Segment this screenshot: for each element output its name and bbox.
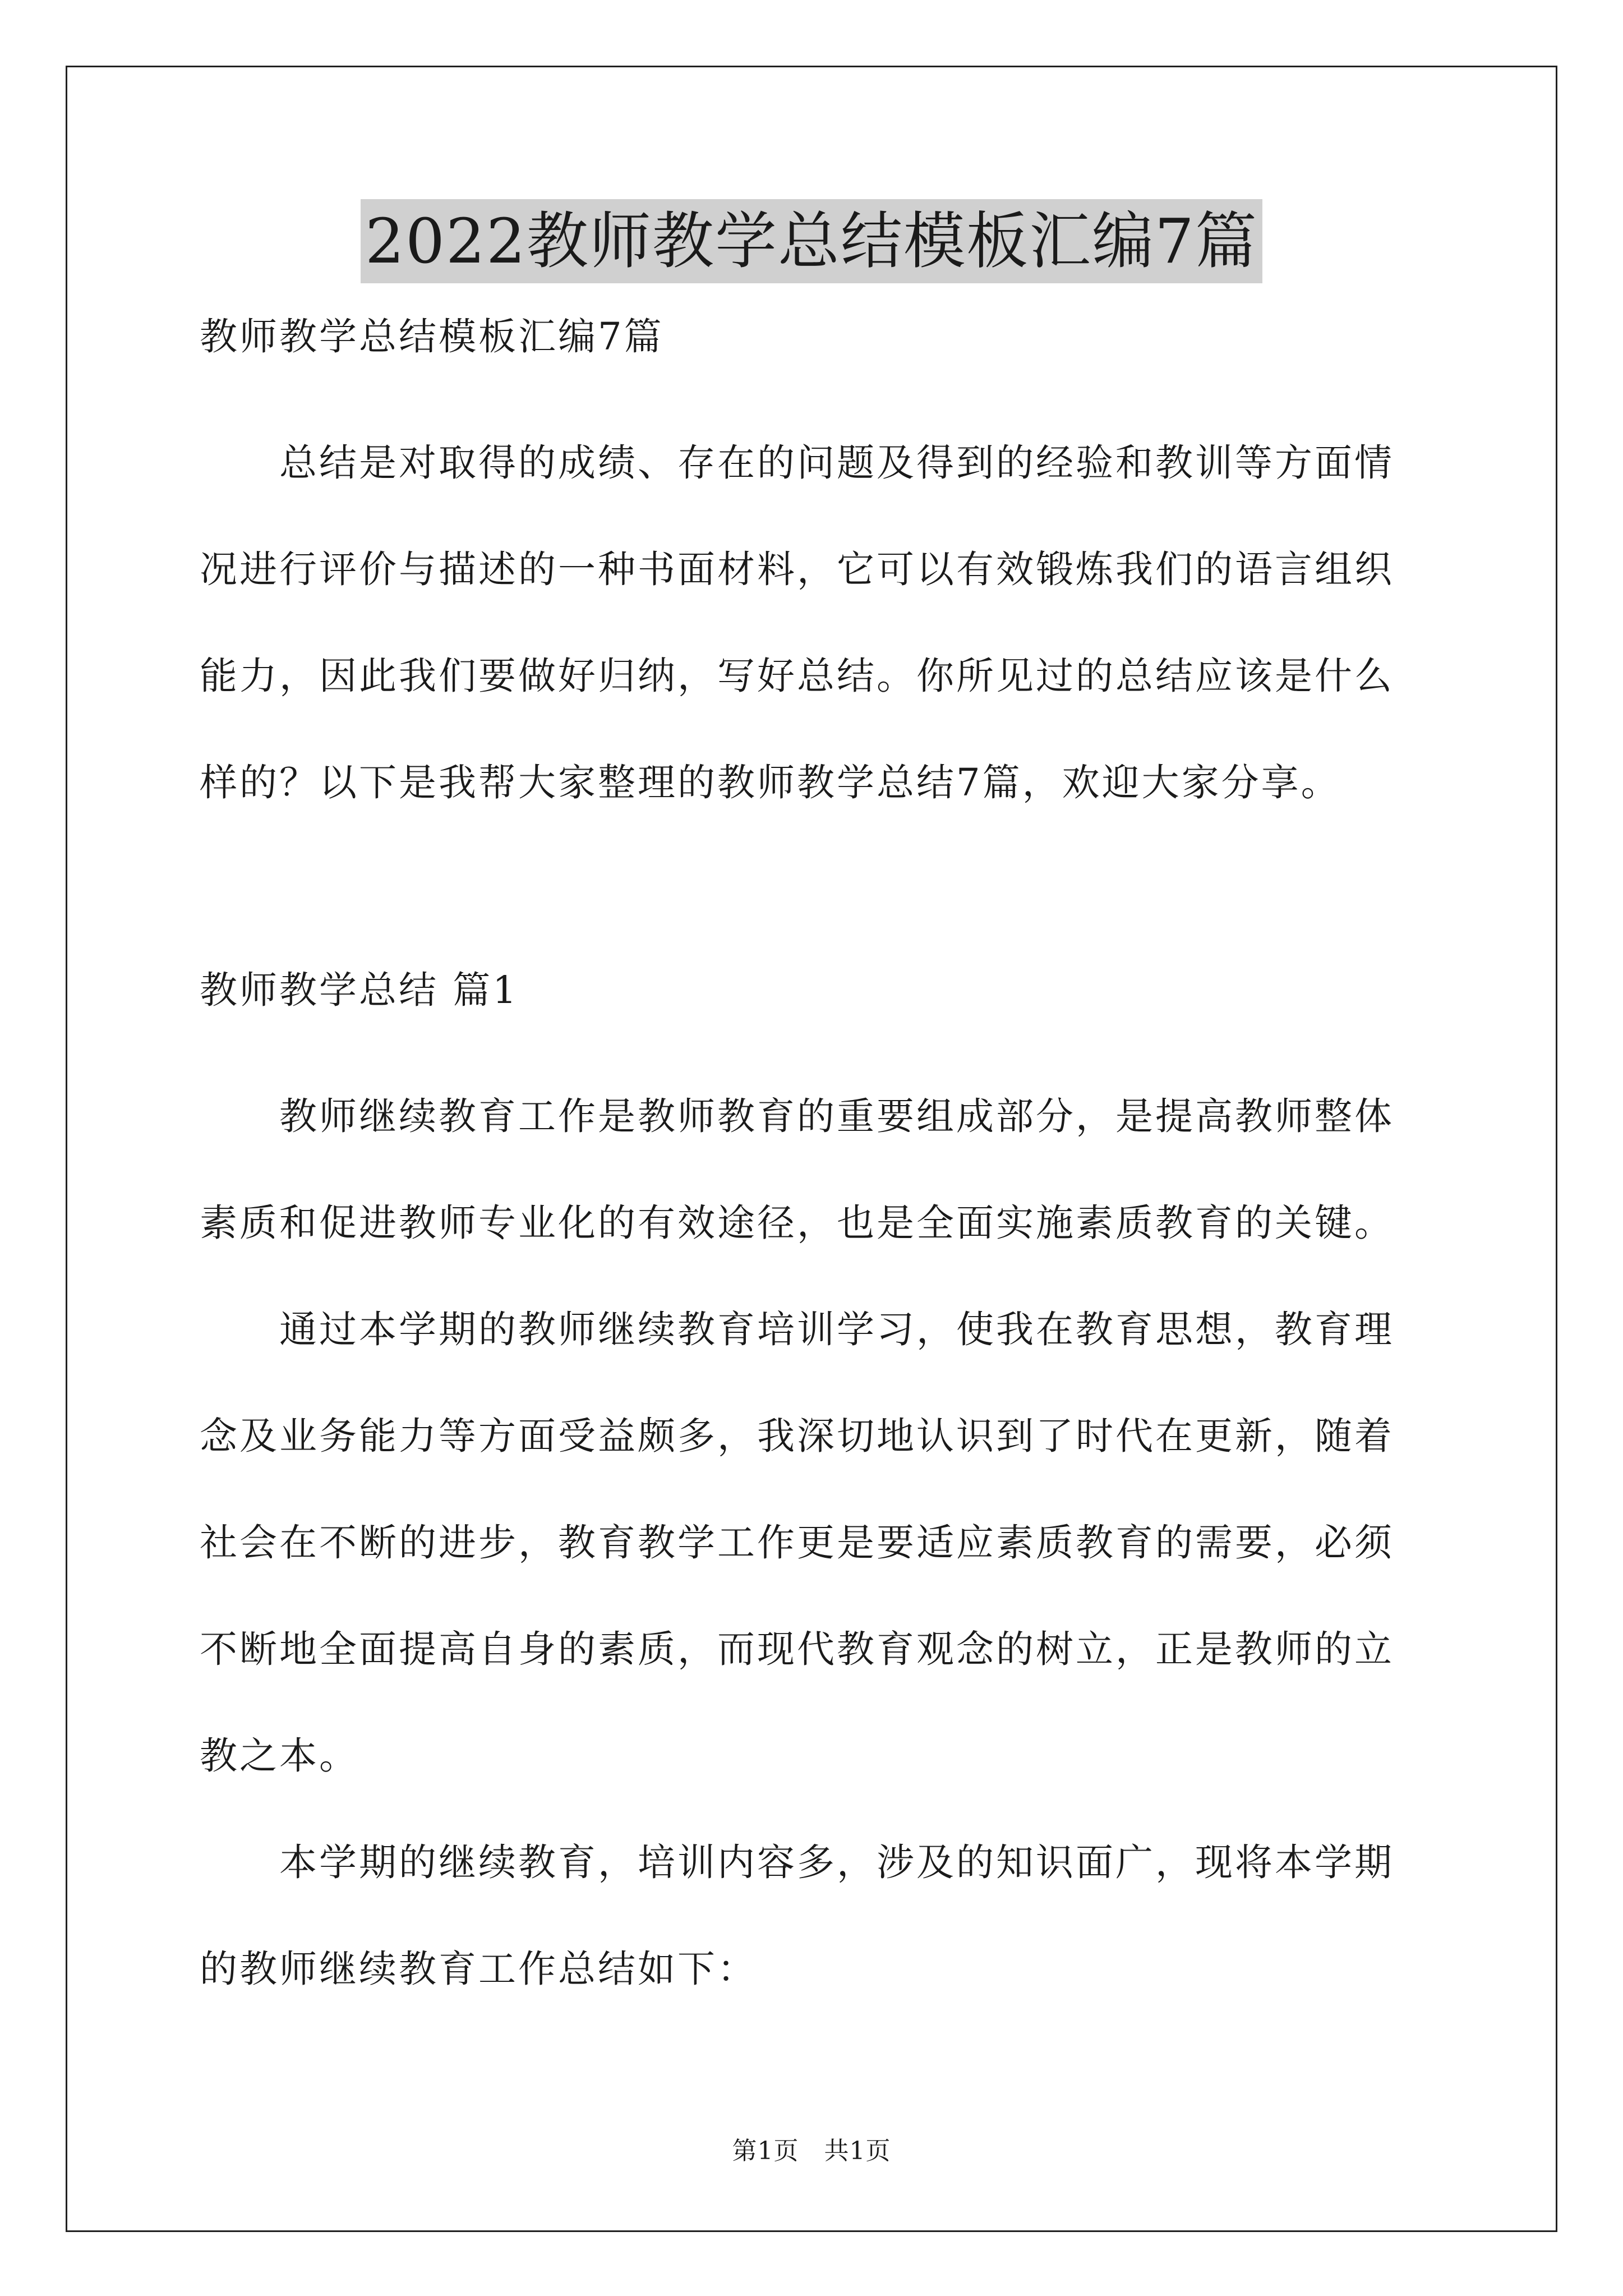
section-line-3: 通过本学期的教师继续教育培训学习，使我在教育思想，教育理: [279, 1308, 1394, 1351]
title-container: [0, 199, 1623, 283]
section-line-8: 本学期的继续教育，培训内容多，涉及的知识面广，现将本学期: [279, 1841, 1394, 1884]
section-line-9: 的教师继续教育工作总结如下：: [200, 1947, 757, 1991]
intro-line-4: 样的？以下是我帮大家整理的教师教学总结7篇，欢迎大家分享。: [200, 761, 1341, 804]
section-line-1: 教师继续教育工作是教师教育的重要组成部分，是提高教师整体: [279, 1094, 1394, 1138]
document-title: 2022教师教学总结模板汇编7篇: [361, 199, 1262, 283]
section-line-7: 教之本。: [200, 1734, 359, 1778]
page-footer: 第1页 共1页: [732, 2137, 891, 2165]
intro-line-2: 况进行评价与描述的一种书面材料，它可以有效锻炼我们的语言组织: [200, 547, 1394, 591]
page-border: [66, 66, 1557, 2232]
section-line-2: 素质和促进教师专业化的有效途径，也是全面实施素质教育的关键。: [200, 1201, 1394, 1245]
section-heading: 教师教学总结 篇1: [200, 968, 519, 1012]
section-line-6: 不断地全面提高自身的素质，而现代教育观念的树立，正是教师的立: [200, 1627, 1394, 1671]
section-line-5: 社会在不断的进步，教育教学工作更是要适应素质教育的需要，必须: [200, 1521, 1394, 1565]
section-line-4: 念及业务能力等方面受益颇多，我深切地认识到了时代在更新，随着: [200, 1414, 1394, 1458]
intro-line-3: 能力，因此我们要做好归纳，写好总结。你所见过的总结应该是什么: [200, 654, 1394, 698]
intro-line-1: 总结是对取得的成绩、存在的问题及得到的经验和教训等方面情: [279, 441, 1394, 485]
document-subtitle: 教师教学总结模板汇编7篇: [200, 315, 664, 358]
